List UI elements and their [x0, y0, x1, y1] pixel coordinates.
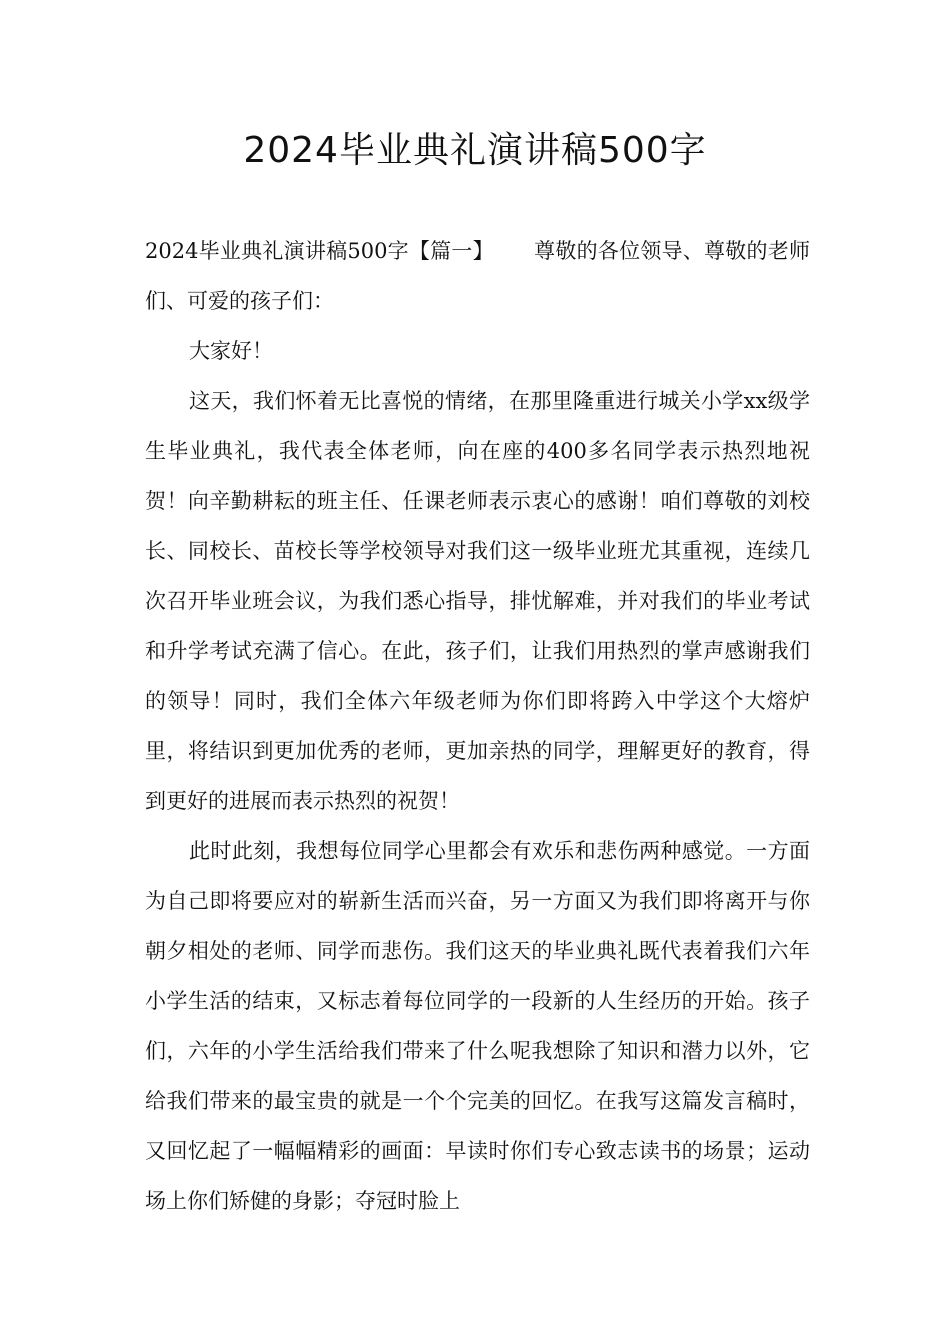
document-body — [145, 226, 810, 1226]
document-title: 2024毕业典礼演讲稿500字 — [243, 130, 707, 171]
greeting: 大家好！ — [189, 339, 273, 363]
body-paragraph-1: 这天，我们怀着无比喜悦的情绪，在那里隆重进行城关小学xx级学生毕业典礼，我代表全体老师，向在座的400多名同学表示热烈地祝贺！向辛勤耕耘的班主任、任课老师表示衷心的感谢！咱们尊敬的刘校长、同校长、苗校长等学校领导对我们这一级毕业班尤其重视，连续几次召开毕业班会议，为我们悉心指导，排忧解难，并对我们的毕业考试和升学考试充满了信心。在此，孩子们，让我们用热烈的掌声感谢我们的领导！同时，我们全体六年级老师为你们即将跨入中学这个大熔炉里，将结识到更加优秀的老师，更加亲热的同学，理解更好的教育，得到更好的进展而表示热烈的祝贺！ — [145, 389, 810, 813]
section-heading: 2024毕业典礼演讲稿500字【篇一】 — [145, 239, 494, 263]
opening-paragraph — [145, 226, 810, 326]
salutation: 尊敬的各位领导、尊敬的老师们、可爱的孩子们： — [145, 239, 811, 313]
body-paragraph-2: 此时此刻，我想每位同学心里都会有欢乐和悲伤两种感觉。一方面为自己即将要应对的崭新生活而兴奋，另一方面又为我们即将离开与你朝夕相处的老师、同学而悲伤。我们这天的毕业典礼既代表着我们六年小学生活的结束，又标志着每位同学的一段新的人生经历的开始。孩子们，六年的小学生活给我们带来了什么呢我想除了知识和潜力以外，它给我们带来的最宝贵的就是一个个完美的回忆。在我写这篇发言稿时，又回忆起了一幅幅精彩的画面：早读时你们专心致志读书的场景；运动场上你们矫健的身影；夺冠时脸上 — [145, 839, 810, 1213]
